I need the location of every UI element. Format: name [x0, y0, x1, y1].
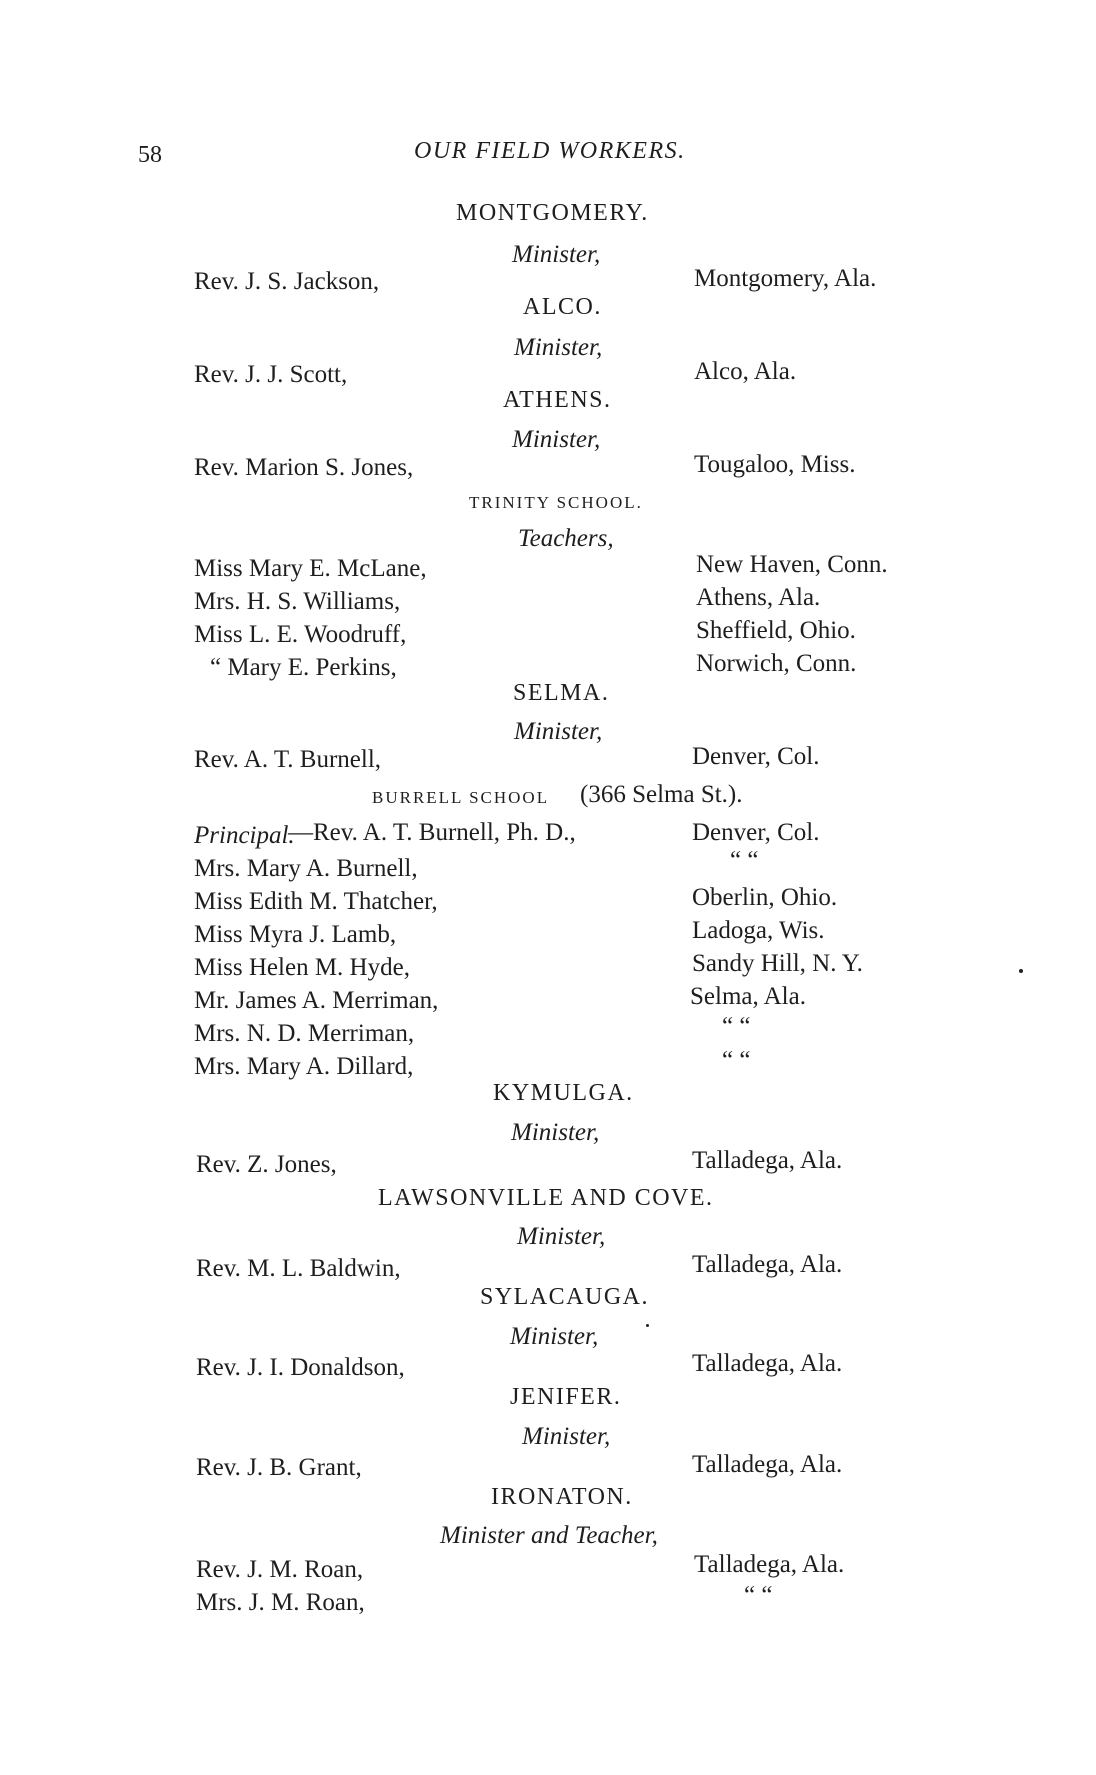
entry-place: Talladega, Ala. — [694, 1551, 845, 1578]
entry-place: Montgomery, Ala. — [694, 265, 877, 292]
entry-name: Miss Mary E. McLane, — [194, 555, 427, 582]
role-label: Minister, — [522, 1423, 611, 1450]
entry-place: Selma, Ala. — [690, 983, 806, 1010]
entry-place: Sheffield, Ohio. — [696, 617, 856, 644]
entry-name: Rev. J. S. Jackson, — [194, 268, 380, 295]
running-head: OUR FIELD WORKERS. — [414, 138, 686, 164]
entry-name: Mr. James A. Merriman, — [194, 987, 439, 1014]
entry-name: Mrs. H. S. Williams, — [194, 588, 401, 615]
entry-name: Miss Helen M. Hyde, — [194, 954, 410, 981]
section-heading-sylacauga: SYLACAUGA. — [480, 1284, 650, 1310]
page-number: 58 — [138, 142, 162, 168]
entry-name: Rev. J. J. Scott, — [194, 361, 348, 388]
entry-name: “ Mary E. Perkins, — [210, 654, 397, 681]
ditto-mark: “ “ — [722, 1047, 751, 1074]
entry-name: Rev. J. B. Grant, — [196, 1454, 362, 1481]
role-label: Minister, — [514, 334, 603, 361]
principal-label: Principal. — [194, 822, 295, 849]
entry-name: Miss L. E. Woodruff, — [194, 621, 407, 648]
role-label: Minister, — [510, 1323, 599, 1350]
entry-name: Rev. J. M. Roan, — [196, 1556, 364, 1583]
entry-name: Mrs. Mary A. Burnell, — [194, 855, 418, 882]
entry-name: Mrs. Mary A. Dillard, — [194, 1053, 414, 1080]
section-heading-lawsonville-and-cove: LAWSONVILLE AND COVE. — [378, 1185, 714, 1211]
entry-place: Sandy Hill, N. Y. — [692, 950, 863, 977]
entry-place: Talladega, Ala. — [692, 1147, 843, 1174]
entry-place: Alco, Ala. — [694, 358, 797, 385]
entry-place: Tougaloo, Miss. — [694, 451, 856, 478]
section-heading-kymulga: KYMULGA. — [493, 1080, 634, 1106]
ditto-mark: “ “ — [744, 1582, 773, 1609]
entry-name: Miss Edith M. Thatcher, — [194, 888, 438, 915]
print-speck — [1019, 969, 1023, 973]
entry-place: New Haven, Conn. — [696, 551, 888, 578]
role-label: Minister, — [512, 426, 601, 453]
entry-name: Mrs. N. D. Merriman, — [194, 1020, 415, 1047]
role-label: Minister, — [514, 718, 603, 745]
entry-name: Rev. A. T. Burnell, — [194, 746, 382, 773]
role-label: Minister, — [517, 1223, 606, 1250]
role-label: Minister, — [512, 241, 601, 268]
section-heading-address: (366 Selma St.). — [580, 781, 743, 808]
principal-name: —Rev. A. T. Burnell, Ph. D., — [288, 819, 576, 846]
entry-place: Talladega, Ala. — [692, 1251, 843, 1278]
section-heading-selma: SELMA. — [513, 680, 610, 706]
entry-place: Athens, Ala. — [696, 584, 821, 611]
section-heading-athens: ATHENS. — [503, 387, 612, 413]
entry-place: Denver, Col. — [692, 819, 820, 846]
section-heading-jenifer: JENIFER. — [510, 1384, 622, 1410]
entry-name: Rev. M. L. Baldwin, — [196, 1255, 401, 1282]
entry-place: Talladega, Ala. — [692, 1350, 843, 1377]
print-speck — [646, 1324, 649, 1327]
ditto-mark: “ “ — [722, 1013, 751, 1040]
role-label: Minister and Teacher, — [440, 1522, 658, 1549]
entry-place: Talladega, Ala. — [692, 1451, 843, 1478]
section-heading-burrell-school: BURRELL SCHOOL — [372, 788, 550, 807]
section-heading-montgomery: MONTGOMERY. — [456, 200, 649, 226]
entry-name: Miss Myra J. Lamb, — [194, 921, 397, 948]
role-label: Teachers, — [518, 525, 614, 552]
section-heading-trinity-school: TRINITY SCHOOL. — [469, 493, 643, 512]
entry-place: Ladoga, Wis. — [692, 917, 825, 944]
entry-place: Denver, Col. — [692, 743, 820, 770]
section-heading-ironaton: IRONATON. — [491, 1484, 633, 1510]
section-heading-alco: ALCO. — [523, 294, 602, 320]
ditto-mark: “ “ — [730, 847, 759, 874]
entry-place: Oberlin, Ohio. — [692, 884, 838, 911]
entry-name: Mrs. J. M. Roan, — [196, 1589, 365, 1616]
entry-name: Rev. J. I. Donaldson, — [196, 1354, 405, 1381]
entry-place: Norwich, Conn. — [696, 650, 857, 677]
role-label: Minister, — [511, 1119, 600, 1146]
entry-name: Rev. Z. Jones, — [196, 1151, 337, 1178]
entry-name: Rev. Marion S. Jones, — [194, 454, 414, 481]
